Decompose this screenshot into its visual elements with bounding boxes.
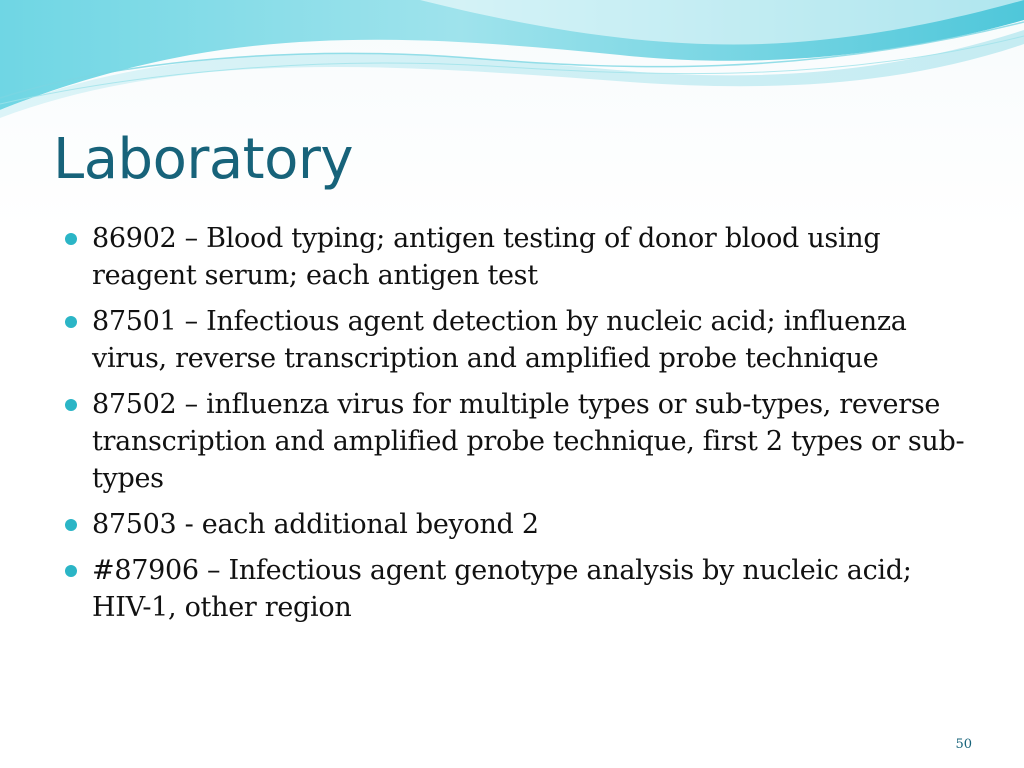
bullet-dot-icon bbox=[65, 565, 77, 577]
bullet-item bbox=[62, 506, 972, 543]
slide-number: 50 bbox=[955, 737, 972, 752]
bullet-item bbox=[62, 303, 972, 377]
bullet-list bbox=[62, 220, 972, 635]
bullet-text: 87501 – Infectious agent detection by nucleic acid; influenza virus, reverse transcription and amplified probe technique bbox=[92, 306, 907, 374]
bullet-dot-icon bbox=[65, 316, 77, 328]
bullet-dot-icon bbox=[65, 519, 77, 531]
bullet-text: 87503 - each additional beyond 2 bbox=[92, 509, 539, 540]
header-wave-decoration bbox=[0, 0, 1024, 130]
bullet-text: 86902 – Blood typing; antigen testing of donor blood using reagent serum; each antigen test bbox=[92, 223, 881, 291]
bullet-item bbox=[62, 552, 972, 626]
bullet-dot-icon bbox=[65, 233, 77, 245]
bullet-text: #87906 – Infectious agent genotype analysis by nucleic acid; HIV-1, other region bbox=[92, 555, 912, 623]
slide-title: Laboratory bbox=[53, 127, 354, 192]
bullet-item bbox=[62, 386, 972, 497]
bullet-dot-icon bbox=[65, 399, 77, 411]
bullet-text: 87502 – influenza virus for multiple types or sub-types, reverse transcription and amplified probe technique, first 2 types or sub-types bbox=[92, 389, 965, 494]
bullet-item bbox=[62, 220, 972, 294]
